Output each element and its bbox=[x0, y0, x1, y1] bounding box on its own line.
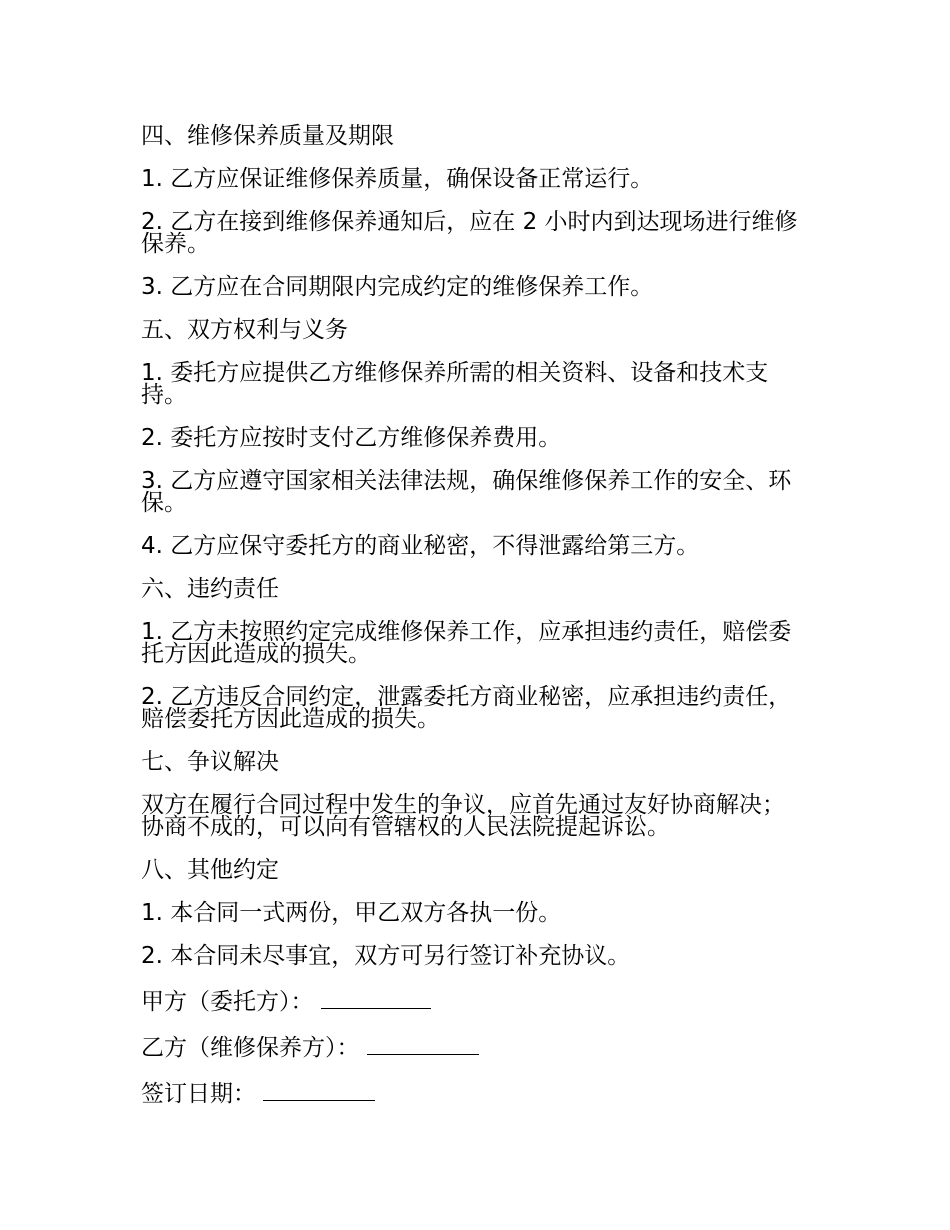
clause-4-3: 3. 乙方应在合同期限内完成约定的维修保养工作。 bbox=[141, 274, 654, 300]
signature-line-party-a bbox=[141, 988, 801, 1013]
document-body bbox=[141, 125, 801, 1126]
section-heading-6: 六、违约责任 bbox=[141, 576, 279, 602]
clause-7-text: 双方在履行合同过程中发生的争议，应首先通过友好协商解决；协商不成的，可以向有管辖权的人民法院提起诉讼。 bbox=[141, 792, 785, 840]
section-heading-7: 七、争议解决 bbox=[141, 749, 279, 775]
party-b-label: 乙方（维修保养方）： bbox=[141, 1035, 360, 1061]
clause-8-2: 2. 本合同未尽事宜，双方可另行签订补充协议。 bbox=[141, 943, 631, 969]
sign-date-blank bbox=[263, 1080, 375, 1101]
clause-6-1: 1. 乙方未按照约定完成维修保养工作，应承担违约责任，赔偿委托方因此造成的损失。 bbox=[141, 619, 792, 667]
clause-8-1: 1. 本合同一式两份，甲乙双方各执一份。 bbox=[141, 900, 562, 926]
party-a-blank bbox=[321, 988, 431, 1009]
signature-line-party-b bbox=[141, 1034, 801, 1059]
clause-6-2: 2. 乙方违反合同约定，泄露委托方商业秘密，应承担违约责任，赔偿委托方因此造成的损失。 bbox=[141, 684, 792, 732]
party-a-label: 甲方（委托方）： bbox=[141, 989, 314, 1015]
party-b-blank bbox=[367, 1034, 479, 1055]
section-heading-8: 八、其他约定 bbox=[141, 857, 279, 883]
section-heading-4: 四、维修保养质量及期限 bbox=[141, 123, 394, 149]
sign-date-label: 签订日期： bbox=[141, 1081, 256, 1107]
clause-4-1: 1. 乙方应保证维修保养质量，确保设备正常运行。 bbox=[141, 166, 654, 192]
signature-line-date bbox=[141, 1080, 801, 1105]
clause-5-1: 1. 委托方应提供乙方维修保养所需的相关资料、设备和技术支持。 bbox=[141, 360, 769, 408]
clause-5-3: 3. 乙方应遵守国家相关法律法规，确保维修保养工作的安全、环保。 bbox=[141, 468, 792, 516]
clause-4-2: 2. 乙方在接到维修保养通知后，应在 2 小时内到达现场进行维修保养。 bbox=[141, 209, 798, 257]
clause-5-2: 2. 委托方应按时支付乙方维修保养费用。 bbox=[141, 425, 562, 451]
section-heading-5: 五、双方权利与义务 bbox=[141, 317, 348, 343]
clause-5-4: 4. 乙方应保守委托方的商业秘密，不得泄露给第三方。 bbox=[141, 533, 700, 559]
